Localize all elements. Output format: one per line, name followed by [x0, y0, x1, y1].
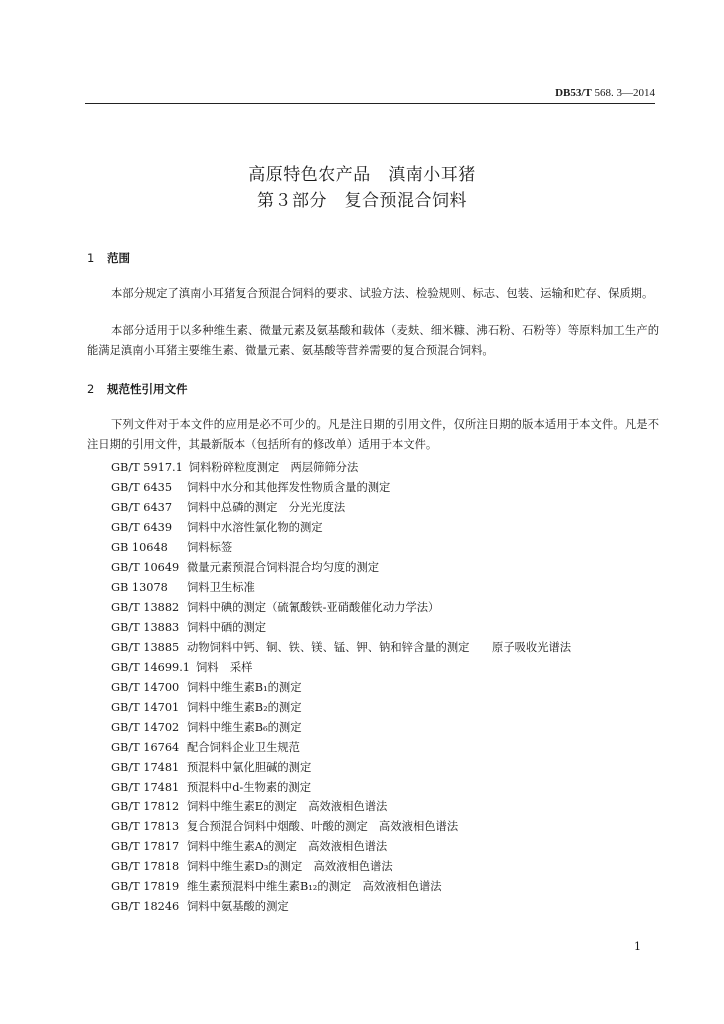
reference-code: GB/T 14701: [111, 700, 180, 714]
reference-code: GB/T 18246: [111, 900, 180, 914]
reference-list: [111, 458, 571, 917]
reference-code: GB/T 6435: [111, 480, 173, 494]
reference-title: 饲料中总磷的测定 分光光度法: [187, 500, 346, 514]
reference-code: GB 13078: [111, 580, 168, 594]
reference-title: 饲料粉碎粒度测定 两层筛筛分法: [188, 461, 359, 474]
reference-item: [111, 837, 571, 857]
reference-item: [111, 718, 571, 738]
page-number: 1: [634, 940, 641, 953]
reference-code: GB/T 6439: [111, 520, 173, 534]
reference-title: 饲料中维生素B₂的测定: [187, 700, 302, 714]
reference-title: 饲料中氨基酸的测定: [187, 900, 289, 914]
reference-item: [111, 518, 571, 538]
reference-title: 饲料卫生标准: [187, 580, 255, 594]
reference-code: GB/T 14700: [111, 680, 180, 694]
reference-code: GB/T 17481: [111, 760, 180, 774]
reference-title: 预混料中d-生物素的测定: [187, 780, 312, 794]
reference-item: [111, 897, 571, 917]
reference-title: 饲料中水溶性氯化物的测定: [187, 520, 323, 534]
section-heading-scope: [87, 250, 130, 266]
reference-item: [111, 598, 571, 618]
paragraph: 本部分适用于以多种维生素、微量元素及氨基酸和载体（麦麸、细米糠、沸石粉、石粉等）等原料加工生产的能满足滇南小耳猪主要维生素、微量元素、氨基酸等营养需要的复合预混合饲料。: [87, 324, 659, 357]
paragraph: 下列文件对于本文件的应用是必不可少的。凡是注日期的引用文件，仅所注日期的版本适用于本文件。凡是不注日期的引用文件，其最新版本（包括所有的修改单）适用于本文件。: [87, 418, 659, 451]
reference-item: [111, 678, 571, 698]
document-subtitle: 第３部分 复合预混合饲料: [257, 191, 467, 211]
reference-code: GB/T 17812: [111, 800, 180, 814]
reference-title: 饲料标签: [187, 540, 233, 554]
reference-item: [111, 857, 571, 877]
reference-title: 预混料中氯化胆碱的测定: [187, 760, 312, 774]
reference-title: 饲料中维生素A的测定 高效液相色谱法: [187, 840, 388, 854]
reference-code: GB 10648: [111, 540, 168, 554]
reference-item: [111, 797, 571, 817]
reference-code: GB/T 13885: [111, 640, 180, 654]
reference-item: [111, 698, 571, 718]
reference-code: GB/T 14699.1: [111, 660, 190, 674]
document-title: 高原特色农产品 滇南小耳猪: [248, 165, 476, 185]
reference-title: 复合预混合饲料中烟酸、叶酸的测定 高效液相色谱法: [187, 820, 459, 834]
reference-item: [111, 738, 571, 758]
reference-item: [111, 458, 571, 478]
reference-code: GB/T 5917.1: [111, 461, 183, 474]
reference-title: 饲料 采样: [195, 660, 253, 674]
reference-code: GB/T 17819: [111, 880, 180, 894]
reference-title: 饲料中碘的测定（硫氰酸铁-亚硝酸催化动力学法）: [187, 600, 440, 614]
standard-code-number: 568. 3—2014: [594, 87, 655, 99]
reference-item: [111, 877, 571, 897]
reference-title: 饲料中维生素E的测定 高效液相色谱法: [187, 800, 388, 814]
reference-title: 饲料中维生素D₃的测定 高效液相色谱法: [187, 860, 393, 874]
reference-item: [111, 538, 571, 558]
reference-code: GB/T 13883: [111, 620, 180, 634]
reference-code: GB/T 17818: [111, 860, 180, 874]
reference-item: [111, 498, 571, 518]
reference-code: GB/T 17813: [111, 820, 180, 834]
reference-title: 维生素预混料中维生素B₁₂的测定 高效液相色谱法: [187, 880, 442, 894]
section-heading-references: [87, 381, 188, 397]
reference-code: GB/T 17481: [111, 780, 180, 794]
section-title: 规范性引用文件: [107, 382, 188, 396]
reference-item: [111, 638, 571, 658]
paragraph: 本部分规定了滇南小耳猪复合预混合饲料的要求、试验方法、检验规则、标志、包装、运输和贮存、保质期。: [111, 287, 654, 300]
section-title: 范围: [107, 251, 130, 265]
reference-item: [111, 558, 571, 578]
standard-code-prefix: DB53/T: [555, 87, 592, 99]
reference-title: 配合饲料企业卫生规范: [187, 740, 300, 754]
reference-code: GB/T 13882: [111, 600, 180, 614]
section-number: 1: [87, 251, 95, 265]
reference-code: GB/T 10649: [111, 560, 180, 574]
reference-item: [111, 658, 571, 678]
section-number: 2: [87, 382, 95, 396]
reference-title: 饲料中维生素B₆的测定: [187, 720, 302, 734]
header-rule: [85, 103, 655, 104]
standard-code: [555, 87, 655, 99]
reference-item: [111, 578, 571, 598]
reference-item: [111, 618, 571, 638]
reference-title: 饲料中水分和其他挥发性物质含量的测定: [187, 480, 391, 494]
reference-title: 微量元素预混合饲料混合均匀度的测定: [187, 560, 380, 574]
reference-title: 饲料中维生素B₁的测定: [187, 680, 302, 694]
reference-title: 饲料中硒的测定: [187, 620, 267, 634]
reference-code: GB/T 6437: [111, 500, 173, 514]
reference-title: 动物饲料中钙、铜、铁、镁、锰、钾、钠和锌含量的测定 原子吸收光谱法: [187, 640, 572, 654]
reference-item: [111, 478, 571, 498]
reference-item: [111, 778, 571, 798]
reference-item: [111, 758, 571, 778]
reference-code: GB/T 16764: [111, 740, 180, 754]
reference-code: GB/T 14702: [111, 720, 180, 734]
reference-code: GB/T 17817: [111, 840, 180, 854]
reference-item: [111, 817, 571, 837]
